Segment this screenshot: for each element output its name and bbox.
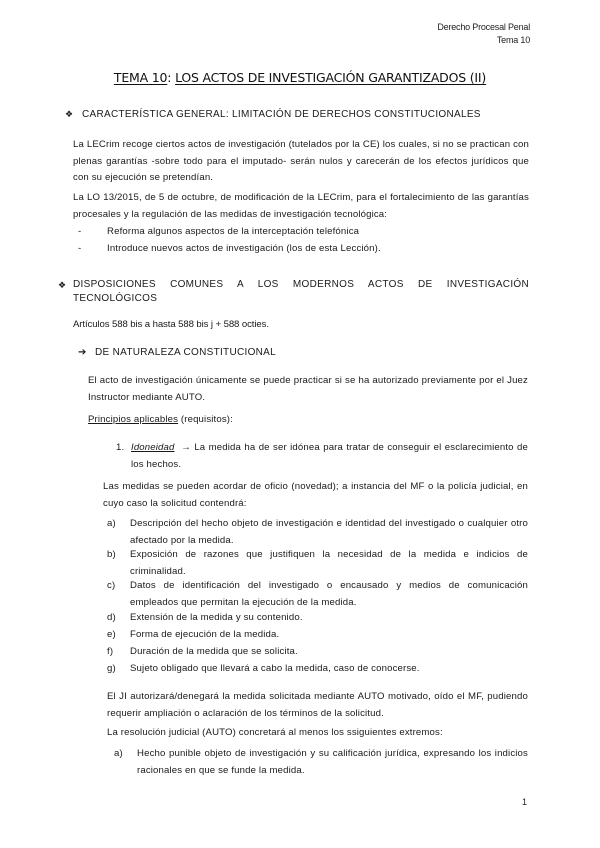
subsection-heading bbox=[78, 347, 277, 358]
dash-marker: - bbox=[78, 226, 82, 237]
diamond-bullet-icon: ❖ bbox=[58, 280, 67, 290]
list-item bbox=[107, 578, 528, 611]
item-marker: e) bbox=[107, 629, 116, 640]
section-heading-disposiciones bbox=[58, 278, 529, 306]
list-item bbox=[78, 224, 527, 241]
paragraph-resolution: La resolución judicial (AUTO) concretará al menos los ssiguientes extremos: bbox=[107, 727, 443, 738]
page-header bbox=[437, 21, 530, 47]
item-text: Forma de ejecución de la medida. bbox=[130, 629, 280, 640]
principle-text: La medida ha de ser idónea para tratar de conseguir el esclarecimiento de los hechos. bbox=[131, 442, 528, 470]
arrow-icon: → bbox=[181, 442, 191, 453]
title-separator: : bbox=[167, 70, 176, 85]
item-text: Exposición de razones que justifiquen la necesidad de la medida e indicios de criminalidad. bbox=[130, 549, 528, 577]
header-subject: Derecho Procesal Penal bbox=[437, 22, 530, 32]
arrow-right-icon: ➔ bbox=[78, 347, 87, 358]
item-marker: c) bbox=[107, 580, 116, 591]
list-item bbox=[107, 547, 528, 580]
item-marker: a) bbox=[107, 518, 116, 529]
section-heading-line2: TECNOLÓGICOS bbox=[73, 293, 158, 304]
list-item bbox=[107, 627, 528, 644]
section-heading-line1: DISPOSICIONES COMUNES A LOS MODERNOS ACTOS DE INVESTIGACIÓN bbox=[73, 279, 529, 290]
item-text: Descripción del hecho objeto de investigación e identidad del investigado o cualquier otro afectado por la medida. bbox=[130, 518, 528, 546]
paragraph-request: Las medidas se pueden acordar de oficio (novedad); a instancia del MF o la policía judicial, en cuyo caso la solicitud contendrá: bbox=[103, 481, 528, 509]
item-marker: g) bbox=[107, 663, 116, 674]
item-text: Hecho punible objeto de investigación y su calificación jurídica, expresando los indicios racionales en que se funde la medida. bbox=[137, 748, 528, 776]
item-text: Sujeto obligado que llevará a cabo la medida, caso de conocerse. bbox=[130, 663, 420, 674]
list-item bbox=[107, 644, 528, 661]
item-text: Extensión de la medida y su contenido. bbox=[130, 612, 303, 623]
list-item bbox=[78, 241, 527, 258]
list-item-text: Introduce nuevos actos de investigación (los de esta Lección). bbox=[107, 243, 381, 254]
principles-label bbox=[88, 412, 528, 429]
principle-term: Idoneidad bbox=[131, 442, 175, 453]
header-topic: Tema 10 bbox=[496, 35, 530, 45]
list-item bbox=[107, 661, 528, 678]
principle-idoneidad bbox=[116, 440, 528, 473]
page-title bbox=[0, 70, 600, 85]
paragraph-ji: El JI autorizará/denegará la medida solicitada mediante AUTO motivado, oído el MF, pudiendo requerir ampliación o aclaración de los términos de la solicitud. bbox=[107, 691, 528, 719]
paragraph-auto: El acto de investigación únicamente se puede practicar si se ha autorizado previamente por el Juez Instructor mediante AUTO. bbox=[88, 375, 528, 403]
list-item bbox=[114, 746, 528, 779]
title-prefix: TEMA 10 bbox=[113, 70, 168, 85]
principle-number: 1. bbox=[116, 442, 125, 453]
title-main: LOS ACTOS DE INVESTIGACIÓN GARANTIZADOS (II) bbox=[175, 70, 487, 85]
list-item-text: Reforma algunos aspectos de la interceptación telefónica bbox=[107, 226, 360, 237]
list-item bbox=[107, 610, 528, 627]
diamond-bullet-icon: ❖ bbox=[65, 109, 74, 119]
subsection-heading-text: DE NATURALEZA CONSTITUCIONAL bbox=[95, 347, 277, 358]
item-text: Duración de la medida que se solicita. bbox=[130, 646, 298, 657]
dash-marker: - bbox=[78, 243, 82, 254]
item-marker: d) bbox=[107, 612, 116, 623]
paragraph-lo-2015: La LO 13/2015, de 5 de octubre, de modificación de la LECrim, para el fortalecimiento de las garantías procesales y la regulación de las medidas de investigación tecnológica: bbox=[73, 192, 529, 220]
section-heading-caracteristica bbox=[65, 109, 481, 120]
principles-suffix: (requisitos): bbox=[178, 414, 233, 425]
principles-label-text: Principios aplicables bbox=[88, 414, 179, 425]
item-marker: f) bbox=[107, 646, 114, 657]
item-marker: a) bbox=[114, 748, 123, 759]
articles-reference: Artículos 588 bis a hasta 588 bis j + 588 octies. bbox=[73, 319, 269, 330]
section-heading-text: CARACTERÍSTICA GENERAL: LIMITACIÓN DE DERECHOS CONSTITUCIONALES bbox=[82, 109, 481, 120]
item-marker: b) bbox=[107, 549, 116, 560]
item-text: Datos de identificación del investigado o encausado y medios de comunicación empleados que permitan la ejecución de la medida. bbox=[130, 580, 528, 608]
paragraph-lecrim: La LECrim recoge ciertos actos de investigación (tutelados por la CE) los cuales, si no se practican con plenas garantías -sobre todo para el imputado- serán nulos y carecerán de los efectos jurídicos que con su ejecución se pretendían. bbox=[73, 139, 529, 183]
page-number: 1 bbox=[522, 797, 528, 807]
list-item bbox=[107, 516, 528, 549]
